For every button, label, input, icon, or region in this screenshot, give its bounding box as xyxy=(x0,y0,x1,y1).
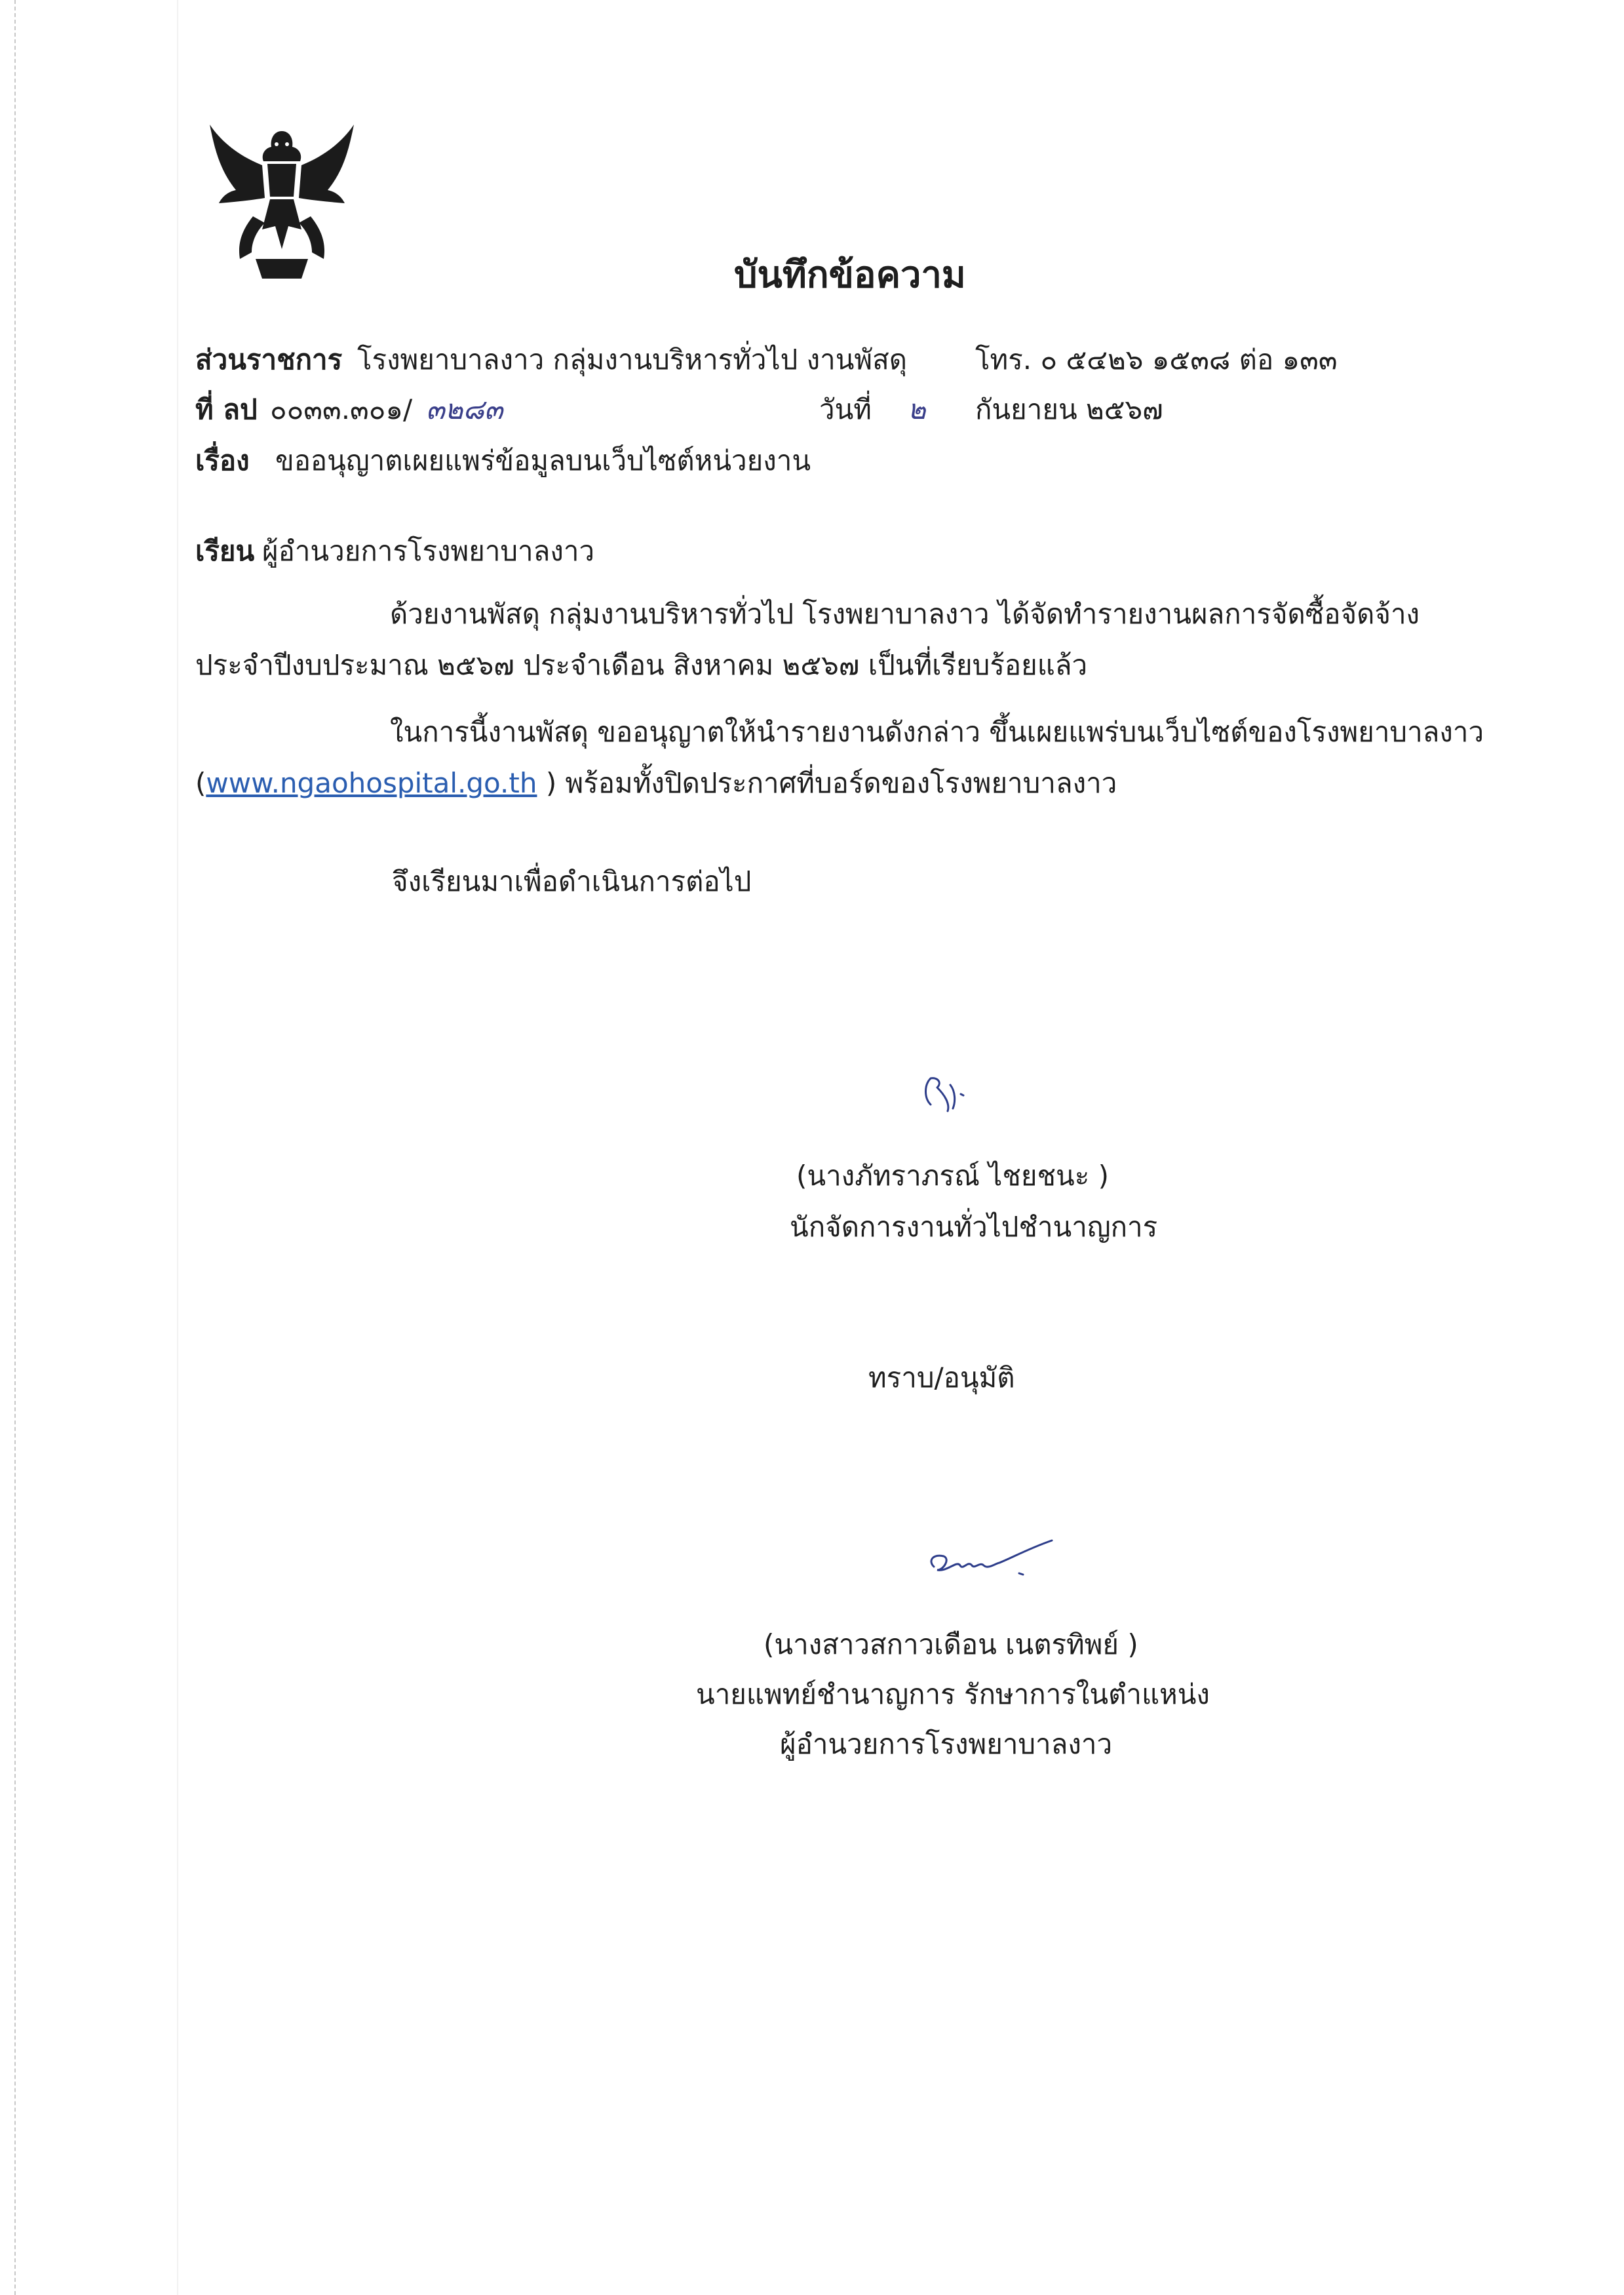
signer-2-position-1: นายแพทย์ชำนาญการ รักษาการในตำแหน่ง xyxy=(696,1678,1210,1710)
agency-phone: โทร. ๐ ๕๔๒๖ ๑๕๓๘ ต่อ ๑๓๓ xyxy=(975,343,1338,376)
scan-shadow-line xyxy=(177,0,178,2295)
approval-text: ทราบ/อนุมัติ xyxy=(868,1362,1015,1394)
date-label: วันที่ xyxy=(819,393,872,425)
ref-label: ที่ ลป xyxy=(195,393,258,425)
website-open-paren: ( xyxy=(195,767,206,799)
memo-title: บันทึกข้อความ xyxy=(734,254,966,296)
body-p2-line1: ในการนี้งานพัสดุ ขออนุญาตให้นำรายงานดังกล่าว ขึ้นเผยแพร่บนเว็บไซต์ของโรงพยาบาลงาว xyxy=(390,716,1484,748)
ref-prefix: ๐๐๓๓.๓๐๑/ xyxy=(270,393,413,425)
website-link[interactable]: www.ngaohospital.go.th xyxy=(206,767,537,799)
scan-edge xyxy=(0,0,16,2295)
agency-value: โรงพยาบาลงาว กลุ่มงานบริหารทั่วไป งานพัสดุ xyxy=(357,343,908,376)
signer-1-name: (นางภัทราภรณ์ ไชยชนะ ) xyxy=(796,1160,1110,1192)
closing-line: จึงเรียนมาเพื่อดำเนินการต่อไป xyxy=(392,865,752,897)
agency-label: ส่วนราชการ xyxy=(195,343,343,376)
garuda-emblem-icon xyxy=(197,118,367,295)
signature-1-icon xyxy=(918,1065,996,1118)
signer-2-position-2: ผู้อำนวยการโรงพยาบาลงาว xyxy=(780,1728,1113,1760)
subject-label: เรื่อง xyxy=(195,444,250,477)
ref-number-handwritten: ๓๒๘๓ xyxy=(426,393,503,425)
to-label: เรียน xyxy=(195,535,255,567)
signer-1-position: นักจัดการงานทั่วไปชำนาญการ xyxy=(790,1211,1158,1243)
body-p1-line2: ประจำปีงบประมาณ ๒๕๖๗ ประจำเดือน สิงหาคม ๒๕๖๗ เป็นที่เรียบร้อยแล้ว xyxy=(195,649,1088,681)
signature-2-icon xyxy=(921,1534,1065,1593)
body-p2-line2 xyxy=(195,766,1117,801)
to-value: ผู้อำนวยการโรงพยาบาลงาว xyxy=(262,535,595,567)
date-month-year: กันยายน ๒๕๖๗ xyxy=(975,393,1163,425)
body-p2-rest: ) พร้อมทั้งปิดประกาศที่บอร์ดของโรงพยาบาลงาว xyxy=(537,767,1117,799)
subject-value: ขออนุญาตเผยแพร่ข้อมูลบนเว็บไซต์หน่วยงาน xyxy=(275,444,811,477)
date-day-handwritten: ๒ xyxy=(908,393,926,425)
body-p1-line1: ด้วยงานพัสดุ กลุ่มงานบริหารทั่วไป โรงพยาบาลงาว ได้จัดทำรายงานผลการจัดซื้อจัดจ้าง xyxy=(390,598,1420,630)
signer-2-name: (นางสาวสกาวเดือน เนตรทิพย์ ) xyxy=(764,1628,1138,1660)
